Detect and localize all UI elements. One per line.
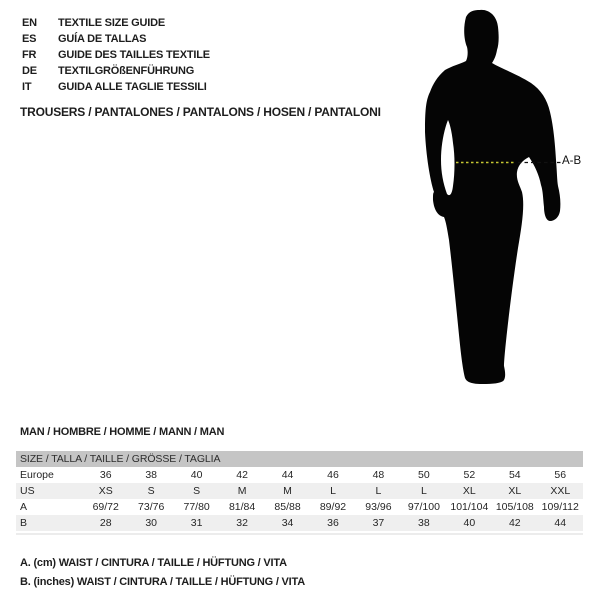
cell: S	[128, 483, 173, 499]
language-label: TEXTILE SIZE GUIDE	[58, 17, 166, 29]
size-table-header: SIZE / TALLA / TAILLE / GRÖSSE / TAGLIA	[16, 451, 583, 467]
language-code: ES	[22, 33, 37, 45]
cell: XS	[83, 483, 128, 499]
language-code: EN	[22, 17, 37, 29]
table-row-b-inches	[16, 515, 583, 531]
cell: 54	[508, 469, 521, 481]
language-row	[22, 31, 210, 47]
language-legend	[22, 15, 210, 95]
language-label: GUIDA ALLE TAGLIE TESSILI	[58, 81, 207, 93]
row-label: B	[16, 515, 83, 531]
language-row	[22, 15, 210, 31]
cell: 40	[447, 515, 492, 531]
cell: 81/84	[228, 501, 256, 513]
language-row	[22, 63, 210, 79]
cell: 73/76	[138, 501, 165, 513]
cell: 46	[327, 469, 339, 481]
cell: 97/100	[407, 501, 440, 513]
language-row	[22, 47, 210, 63]
cell: 37	[356, 515, 401, 531]
cell: 44	[538, 515, 583, 531]
cell: 44	[281, 469, 294, 481]
cell: 34	[265, 515, 310, 531]
cell: 28	[83, 515, 128, 531]
cell: 42	[492, 515, 537, 531]
cell: L	[401, 483, 446, 499]
cell: 77/80	[183, 501, 210, 513]
cell: 31	[174, 515, 219, 531]
language-code: FR	[22, 49, 37, 61]
language-label: GUIDE DES TAILLES TEXTILE	[58, 49, 210, 61]
row-label: Europe	[20, 469, 54, 481]
cell: 52	[463, 469, 476, 481]
gender-title: MAN / HOMBRE / HOMME / MANN / MAN	[20, 426, 225, 438]
footnotes	[20, 554, 305, 592]
row-label: US	[16, 483, 83, 499]
size-table-header-row	[16, 451, 583, 467]
row-label: A	[20, 501, 28, 513]
cell: XL	[447, 483, 492, 499]
cell: XXL	[538, 483, 583, 499]
cell: 30	[128, 515, 173, 531]
footnote-a: A. (cm) WAIST / CINTURA / TAILLE / HÜFTUNG / VITA	[20, 557, 287, 569]
cell: 38	[145, 469, 158, 481]
garment-title: TROUSERS / PANTALONES / PANTALONS / HOSEN / PANTALONI	[20, 105, 381, 119]
cell: 32	[219, 515, 264, 531]
table-row-europe	[16, 467, 583, 483]
language-code: DE	[22, 65, 37, 77]
cell: S	[174, 483, 219, 499]
language-label: TEXTILGRÖßENFÜHRUNG	[58, 65, 195, 77]
cell: 109/112	[541, 501, 579, 513]
language-code: IT	[22, 81, 32, 93]
cell: 69/72	[92, 501, 119, 513]
cell: 50	[418, 469, 430, 481]
cell: XL	[492, 483, 537, 499]
man-silhouette-figure	[410, 0, 600, 420]
footnote-b: B. (inches) WAIST / CINTURA / TAILLE / HÜFTUNG / VITA	[20, 576, 305, 588]
cell: 56	[554, 469, 567, 481]
man-silhouette	[425, 10, 560, 384]
cell: 36	[310, 515, 355, 531]
cell: 85/88	[274, 501, 301, 513]
cell: 105/108	[495, 501, 534, 513]
language-label: GUÍA DE TALLAS	[58, 33, 147, 45]
cell: 40	[190, 469, 203, 481]
table-row-us	[16, 483, 583, 499]
table-row-a-cm	[16, 499, 583, 515]
language-row	[22, 79, 210, 95]
cell: 101/104	[450, 501, 489, 513]
cell: 38	[401, 515, 446, 531]
cell: M	[219, 483, 264, 499]
man-silhouette-svg	[410, 0, 600, 420]
cell: 48	[372, 469, 385, 481]
cell: 93/96	[365, 501, 392, 513]
measure-label: A-B	[562, 155, 582, 167]
cell: 89/92	[319, 501, 347, 513]
cell: L	[356, 483, 401, 499]
size-table	[16, 451, 583, 531]
cell: 36	[99, 469, 112, 481]
table-bottom-rule	[16, 533, 583, 535]
cell: M	[265, 483, 310, 499]
cell: L	[310, 483, 355, 499]
cell: 42	[236, 469, 248, 481]
